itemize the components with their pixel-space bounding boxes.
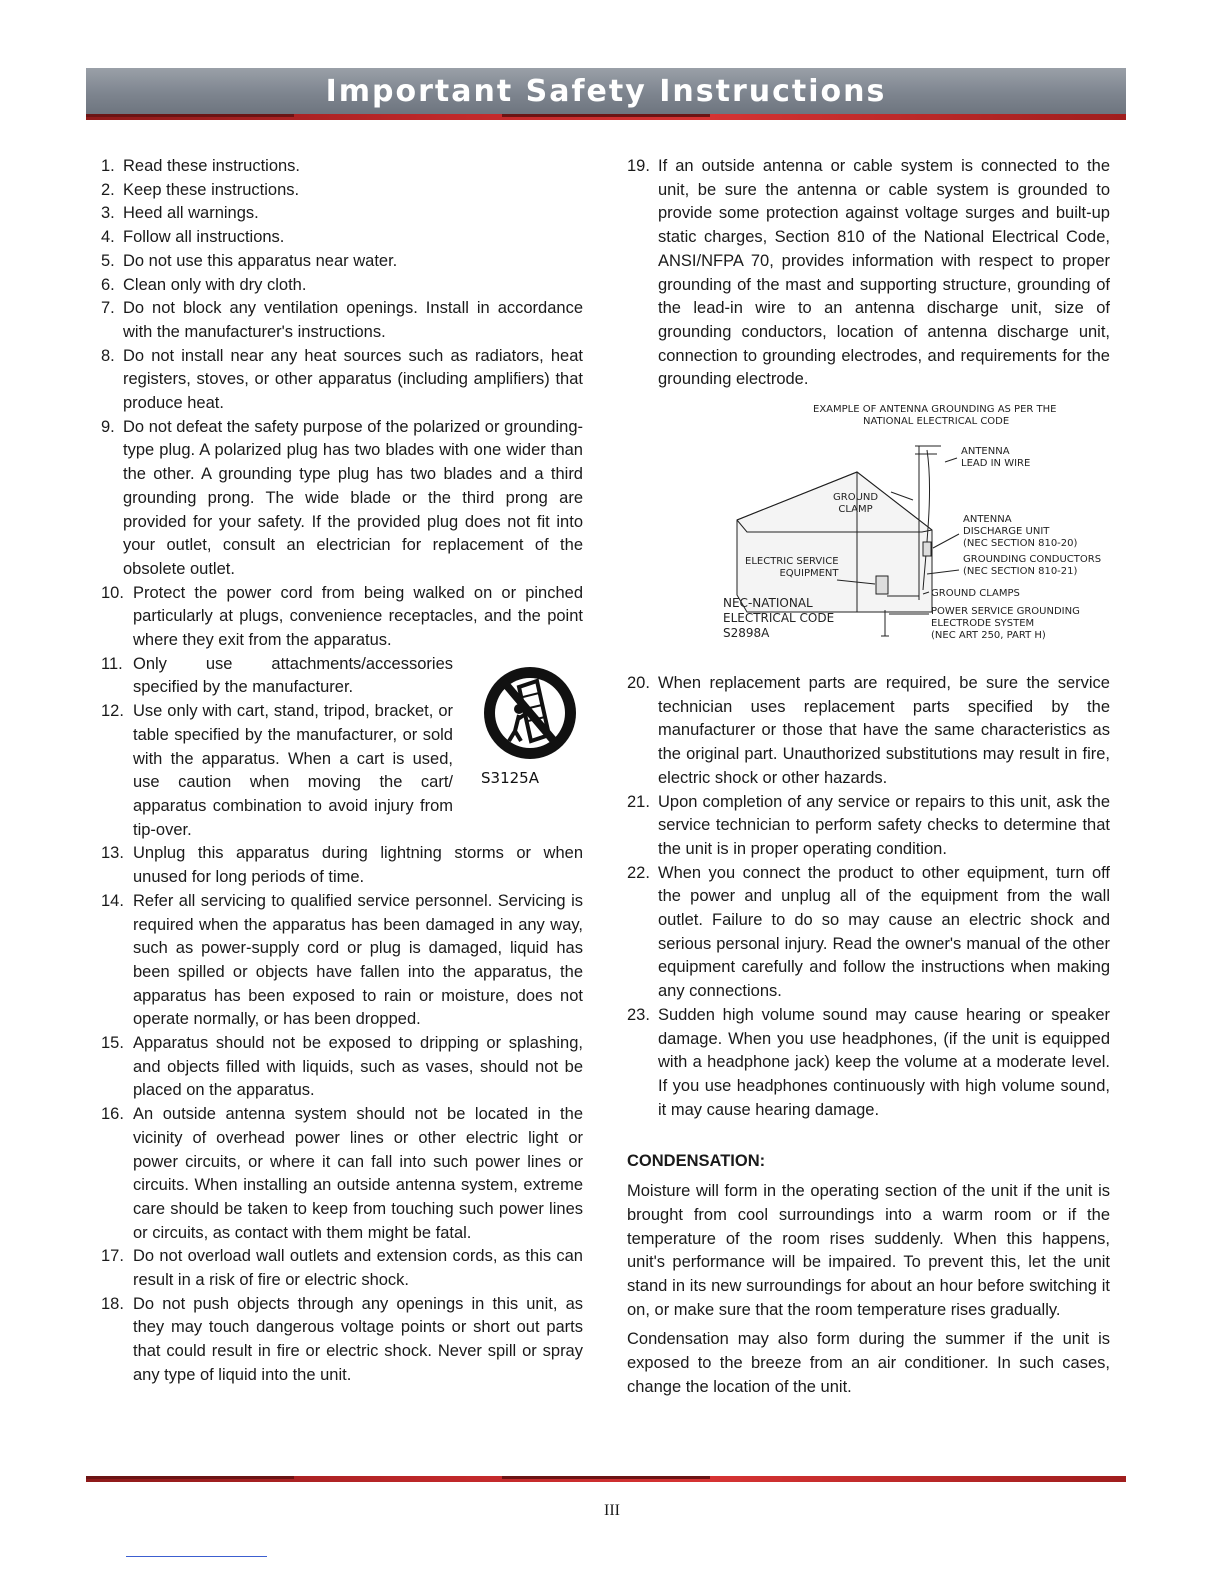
grounding-conductors-label: GROUNDING CONDUCTORS (NEC SECTION 810-21) <box>963 554 1102 578</box>
list-item: 5. Do not use this apparatus near water. <box>101 251 398 270</box>
power-service-label: POWER SERVICE GROUNDING ELECTRODE SYSTEM (NEC ART 250, PART H) <box>931 606 1080 642</box>
diagram-title-line2: NATIONAL ELECTRICAL CODE <box>863 416 1010 428</box>
header-banner <box>86 68 1126 114</box>
electric-service-label: ELECTRIC SERVICE EQUIPMENT <box>745 556 839 580</box>
condensation-heading: CONDENSATION: <box>627 1152 766 1171</box>
list-item: 7. Do not block any ventilation openings. Install in accordance with the manufacturer's instructions. <box>101 299 583 341</box>
ground-clamps-label: GROUND CLAMPS <box>931 588 1020 600</box>
list-item: 20. When replacement parts are required, be sure the service technician uses replacement parts specified by the manufacturer or those that have the same characteristics as the original part. Unauthorized substitutions may result in fire, electric shock or other hazards. <box>627 674 1110 787</box>
antenna-lead-label: ANTENNA LEAD IN WIRE <box>961 446 1031 470</box>
condensation-paragraph: Condensation may also form during the summer if the unit is exposed to the breeze from an air conditioner. In such cases, change the location of the unit. <box>627 1330 1110 1396</box>
cart-section <box>101 653 583 843</box>
list-item: 16. An outside antenna system should not be located in the vicinity of overhead power lines or other electric light or power circuits, or where it can fall into such power lines or circuits. When installing an outside antenna system, extreme care should be taken to keep from touching such power lines or circuits, as contact with them might be fatal. <box>101 1105 583 1242</box>
page-title: Important Safety Instructions <box>325 73 887 109</box>
list-item: 15. Apparatus should not be exposed to dripping or splashing, and objects filled with liquids, such as vases, should not be placed on the apparatus. <box>101 1034 583 1100</box>
list-item: 21. Upon completion of any service or repairs to this unit, ask the service technician to perform safety checks to determine that the unit is in proper operating condition. <box>627 792 1110 858</box>
list-item: 13. Unplug this apparatus during lightning storms or when unused for long periods of time. <box>101 844 583 887</box>
antenna-grounding-diagram <box>627 400 1110 662</box>
header-divider <box>86 114 1126 120</box>
ground-clamp-label: GROUND CLAMP <box>833 492 879 516</box>
bottom-rule <box>126 1556 267 1557</box>
list-item: 14. Refer all servicing to qualified service personnel. Servicing is required when the apparatus has been damaged in any way, such as power-supply cord or plug is damaged, liquid has been spilled or objects have fallen into the apparatus, the apparatus has been exposed to rain or moisture, does not operate normally, or has been dropped. <box>101 891 583 1029</box>
list-item: 22. When you connect the product to other equipment, turn off the power and unplug all of the equipment from the wall outlet. Failure to do so may cause an electric shock and serious personal injury. Read the owner's manual of the other equipment carefully and follow the instructions when making any connections. <box>627 863 1110 1001</box>
list-item: 19. If an outside antenna or cable system is connected to the unit, be sure the antenna or cable system is grounded to provide some protection against voltage surges and built-up static charges, Section 810 of the National Electrical Code, ANSI/NFPA 70, provides information with respect to proper grounding of the mast and supporting structure, grounding of the lead-in wire to an antenna discharge unit, size of grounding conductors, location of antenna discharge unit, connection to grounding electrodes, and requirements for the grounding electrode. <box>627 157 1110 389</box>
list-item: 8. Do not install near any heat sources such as radiators, heat registers, stoves, or other apparatus (including amplifiers) that produce heat. <box>101 346 583 413</box>
list-item: 6. Clean only with dry cloth. <box>101 275 307 294</box>
list-item: 10. Protect the power cord from being walked on or pinched particularly at plugs, convenience receptacles, and the point where they exit from the apparatus. <box>101 583 583 650</box>
page-number: III <box>604 1502 620 1519</box>
list-item: 2. Keep these instructions. <box>101 180 300 199</box>
nec-label: NEC-NATIONAL ELECTRICAL CODE S2898A <box>723 596 835 641</box>
list-item: 9. Do not defeat the safety purpose of the polarized or grounding-type plug. A polarized plug has two blades with one wider than the other. A grounding type plug has two blades and a third grounding prong. The wide blade or the third prong are provided for your safety. If the provided plug does not fit into your outlet, consult an electrician for replacement of the obsolete outlet. <box>101 417 583 578</box>
list-item: 11. Only use attachments/accessories specified by the manufacturer. <box>101 654 453 697</box>
list-item: 17. Do not overload wall outlets and extension cords, as this can result in a risk of fire or electric shock. <box>101 1247 583 1290</box>
footer-divider <box>86 1476 1126 1482</box>
list-item: 23. Sudden high volume sound may cause hearing or speaker damage. When you use headphones, (if the unit is equipped with a headphone jack) keep the volume at a moderate level. If you use headphones continuously with high volume sound, it may cause hearing damage. <box>627 1005 1110 1119</box>
cart-warning-icon <box>475 653 585 793</box>
condensation-paragraph: Moisture will form in the operating section of the unit if the unit is brought from cool surroundings into a warm room or if the temperature of the room rises suddenly. When this happens, unit's performance will be impaired. To prevent this, let the unit stand in its new surroundings for about an hour before switching it on, or make sure that the room temperature rises gradually. <box>627 1182 1110 1319</box>
list-item: 3. Heed all warnings. <box>101 204 259 223</box>
cart-label: S3125A <box>481 768 539 787</box>
list-item: 12. Use only with cart, stand, tripod, bracket, or table specified by the manufacturer, or sold with the apparatus. When a cart is used, use caution when moving the cart/ apparatus combination to avoid injury from tip-over. <box>101 702 453 839</box>
diagram-title-line1: EXAMPLE OF ANTENNA GROUNDING AS PER THE <box>813 404 1057 416</box>
left-column <box>101 155 583 1388</box>
discharge-unit-label: ANTENNA DISCHARGE UNIT (NEC SECTION 810-20) <box>963 514 1078 550</box>
list-item: 4. Follow all instructions. <box>101 228 285 247</box>
list-item: 18. Do not push objects through any openings in this unit, as they may touch dangerous voltage points or short out parts that could result in fire or electric shock. Never spill or spray any type of liquid into the unit. <box>101 1294 583 1384</box>
right-column <box>627 155 1110 1399</box>
list-item: 1. Read these instructions. <box>101 157 301 175</box>
